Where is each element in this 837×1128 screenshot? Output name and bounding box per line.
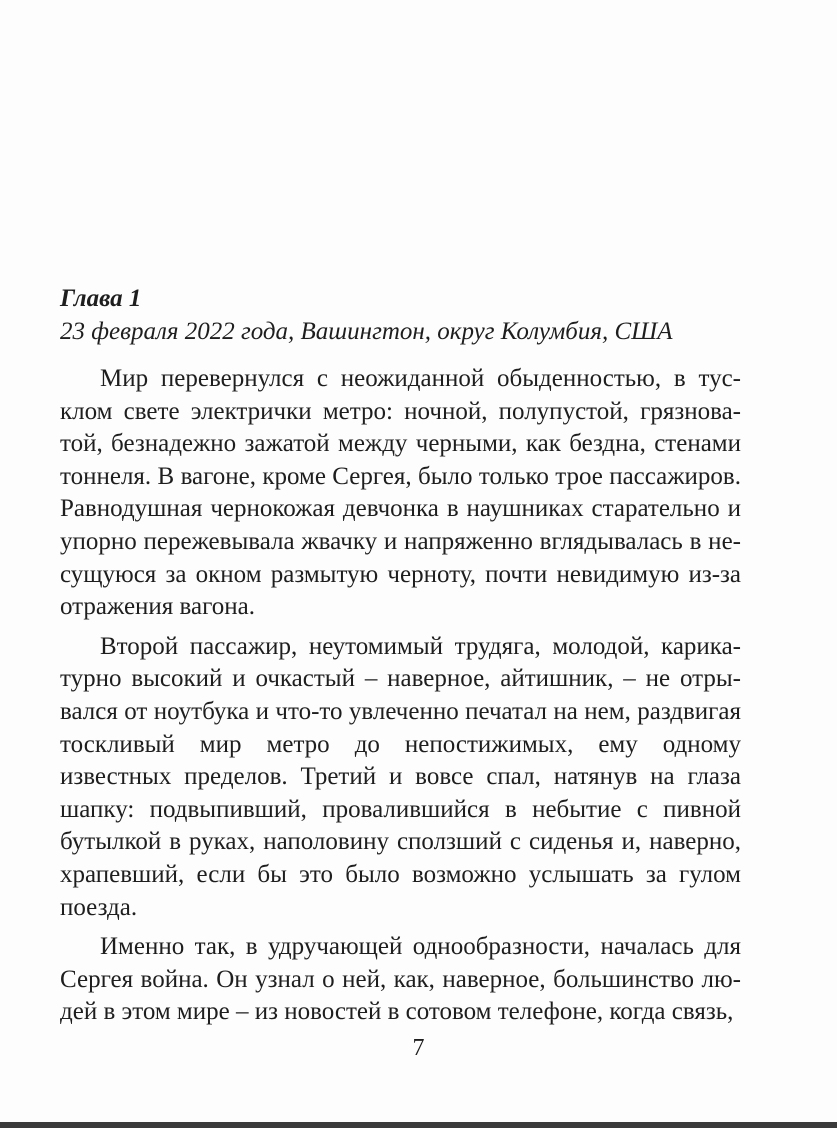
paragraph-2: Второй пассажир, неутомимый трудяга, молодой, карикатурно высокий и очкастый – наверное, айтишник, – не отрывался от ноутбука и что-то увлеченно печатал на нем, раздвигая тоскливый мир метро до непостижимых, ему одному известных пределов. Третий и вовсе спал, натянув на глаза шапку: подвыпивший, провалившийся в небытие с пивной бутылкой в руках, наполовину сползший с сиденья и, наверно, храпевший, если бы это было возможно услышать за гулом поезда. <box>60 632 741 921</box>
chapter-title: Глава 1 <box>60 285 142 312</box>
text-block <box>60 283 741 1036</box>
chapter-subtitle: 23 февраля 2022 года, Вашингтон, округ Колумбия, США <box>60 318 673 345</box>
paragraph-1: Мир перевернулся с неожиданной обыденностью, в тусклом свете электрички метро: ночной, полупустой, грязноватой, безнадежно зажатой между черными, как бездна, стенами тоннеля. В вагоне, кроме Сергея, было только трое пассажиров. Равнодушная чернокожая девчонка в наушниках старательно и упорно пережевывала жвачку и напряженно вглядывалась в несущуюся за окном размытую черноту, почти невидимую из-за отражения вагона. <box>60 365 741 621</box>
page-bottom-edge <box>0 1122 837 1128</box>
paragraph-3: Именно так, в удручающей однообразности, началась для Сергея война. Он узнал о ней, как, наверное, большинство людей в этом мире – из новостей в сотовом телефоне, когда связь, <box>60 933 741 1026</box>
page-number: 7 <box>412 1035 425 1061</box>
